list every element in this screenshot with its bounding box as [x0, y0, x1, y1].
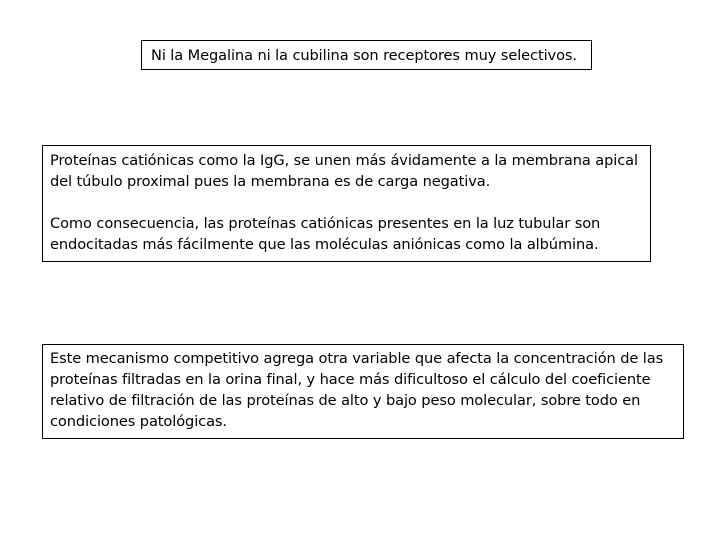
mechanism-box — [42, 344, 684, 439]
paragraph-spacer — [50, 192, 644, 213]
cationic-proteins-box — [42, 145, 651, 262]
statement-text: Ni la Megalina ni la cubilina son receptores muy selectivos. — [151, 47, 577, 64]
consequence-paragraph: Como consecuencia, las proteínas catiónicas presentes en la luz tubular son endocitadas más fácilmente que las moléculas aniónicas como la albúmina. — [50, 215, 601, 253]
statement-box — [141, 40, 592, 70]
mechanism-text: Este mecanismo competitivo agrega otra variable que afecta la concentración de las proteínas filtradas en la orina final, y hace más dificultoso el cálculo del coeficiente relativo de filtración de las proteínas de alto y bajo peso molecular, sobre todo en condiciones patológicas. — [50, 350, 664, 430]
cationic-proteins-paragraph: Proteínas catiónicas como la IgG, se unen más ávidamente a la membrana apical del túbulo proximal pues la membrana es de carga negativa. — [50, 152, 638, 190]
